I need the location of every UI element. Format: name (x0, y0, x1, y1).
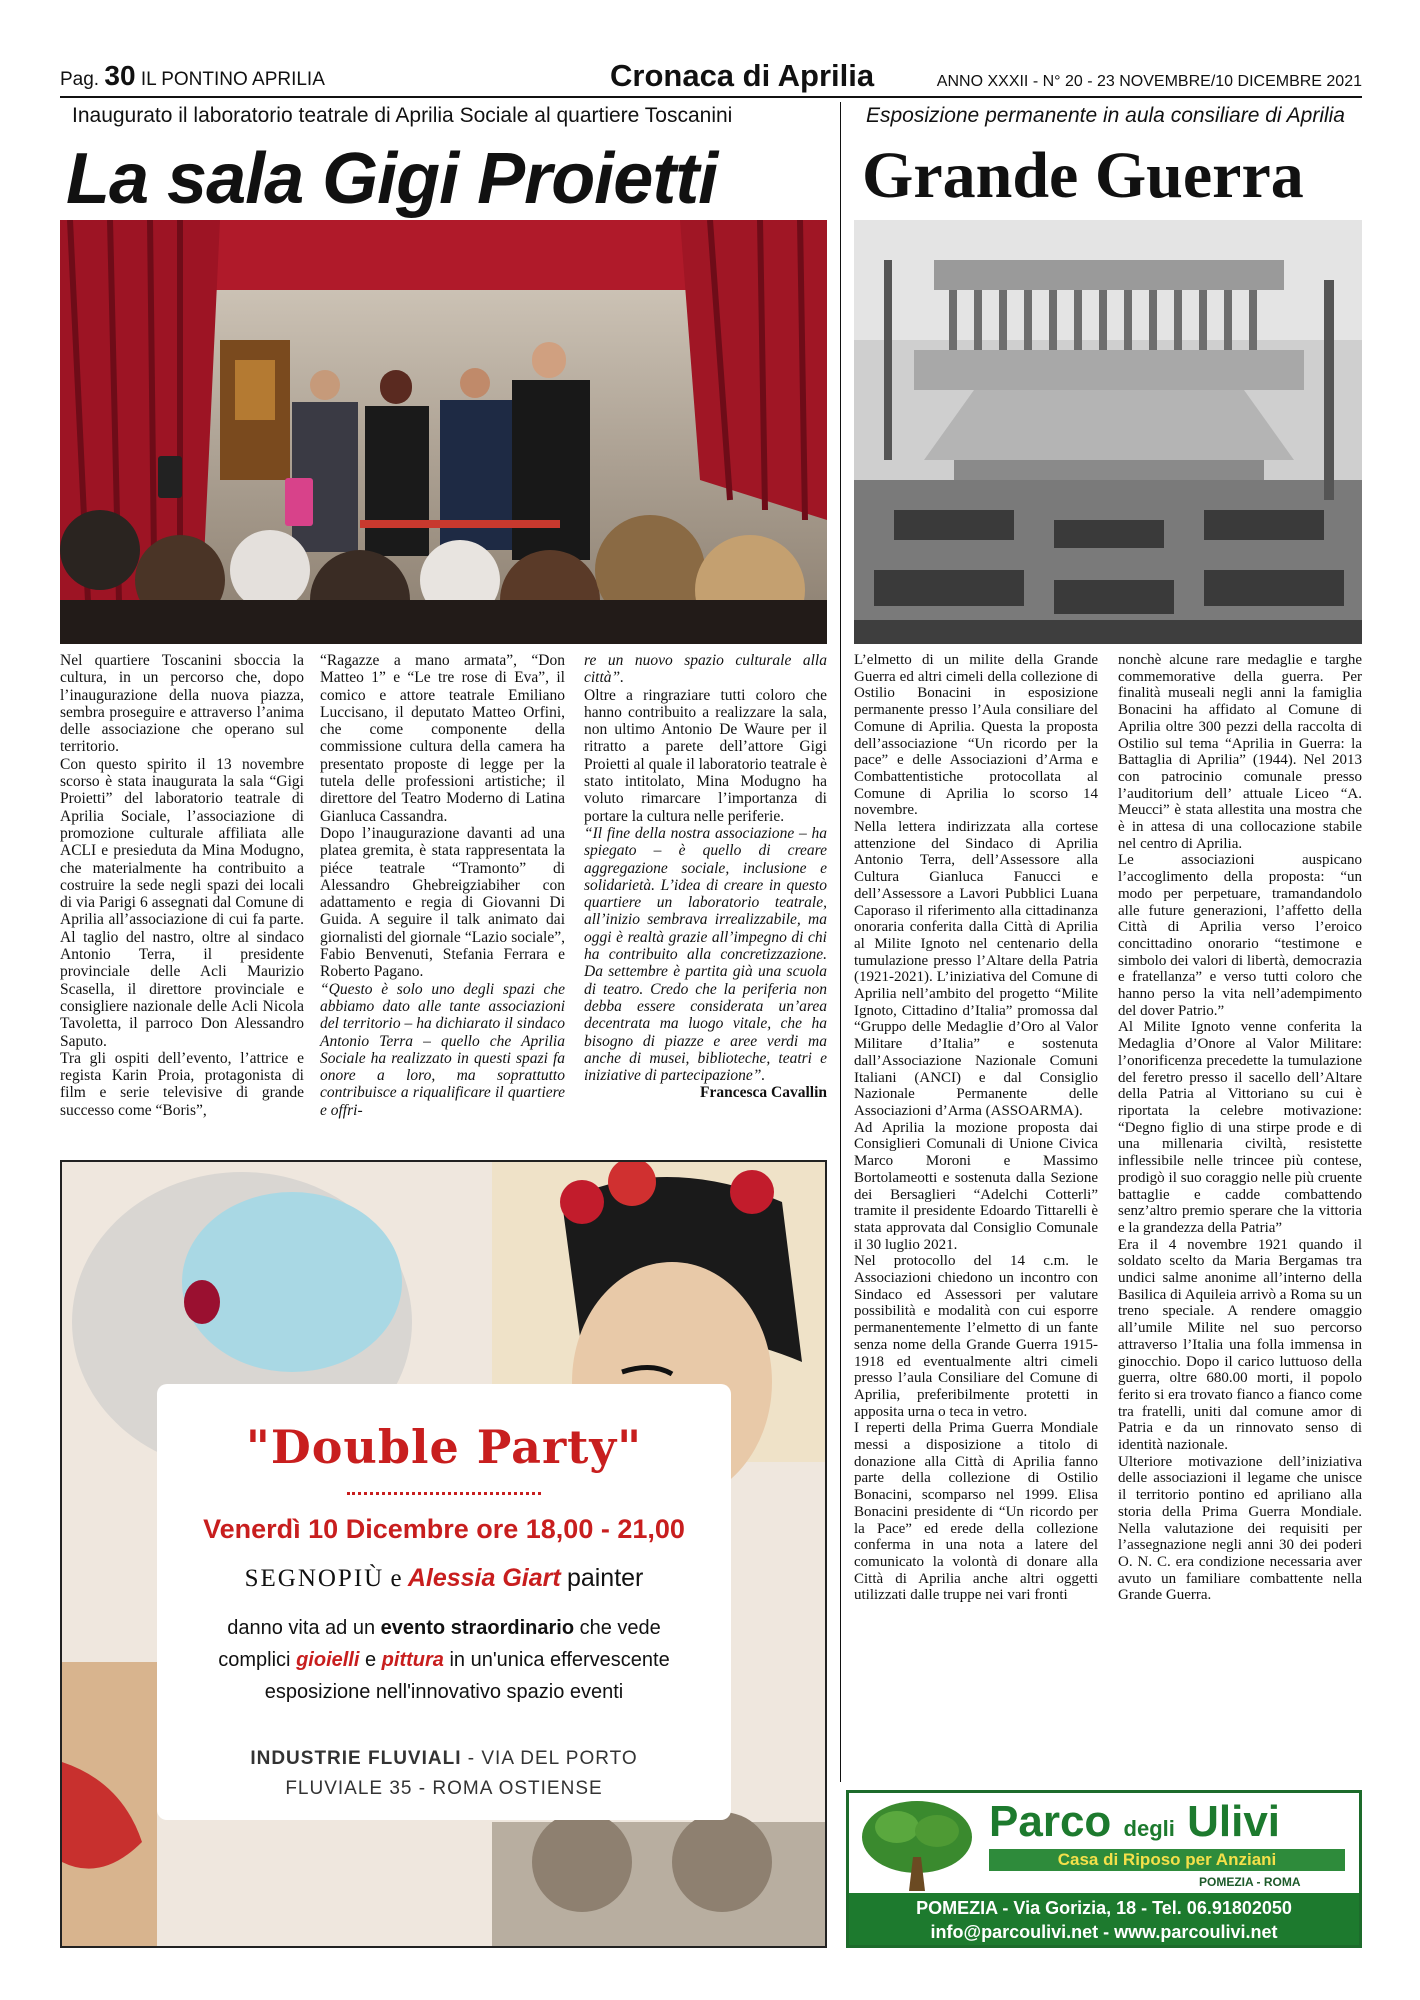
ulivi-subtitle: Casa di Riposo per Anziani (989, 1849, 1345, 1871)
olive-tree-icon (857, 1797, 977, 1893)
page-header (60, 58, 1362, 98)
vittoriano-photo (854, 220, 1362, 644)
left-article-column-3 (584, 652, 827, 1102)
paragraph: Ad Aprilia la mozione proposta dai Consiglieri Comunali di Unione Civica Marco Moroni e Massimo Bortolameotti e sostenuta dalla Sezione dei Bersaglieri “Adelchi Cotterli” tramite il presidente Edoardo Tittarelli è stata approvata dal Consiglio Comunale il 30 luglio 2021. (854, 1119, 1098, 1253)
page-number: Pag. 30 IL PONTINO APRILIA (60, 60, 325, 91)
paragraph: L’elmetto di un milite della Grande Guerra ed altri cimeli della collezione di Ostilio Bonacini in esposizione permanente presso l’Aula consiliare del Comune di Aprilia. Questa la proposta dell’associazione “Un ricordo per la pace” e delle Associazioni d’Arma e Combattentistiche protocollata al Comune di Aprilia lo scorso 14 novembre. (854, 652, 1098, 819)
publication-name: IL PONTINO APRILIA (140, 69, 325, 90)
ad-title: "Double Party" (245, 1420, 643, 1474)
paragraph: Le associazioni auspicano l’accoglimento della proposta: “un modo per perpetuare, tramandandolo alle future generazioni, l’affetto della Città di Aprilia verso l’eroico concittadino onorario “testimone e simbolo dei valori di libertà, democrazia e fratellanza” e verso tutti coloro che hanno perso la vita nell’adempimento del dover Patrio.” (1118, 852, 1362, 1019)
paragraph: Oltre a ringraziare tutti coloro che hanno contribuito a realizzare la sala, non ultimo Antonio De Waure per il ritratto a parete dell’attore Gigi Proietti al quale il laboratorio teatrale è stato intitolato, Mina Modugno ha voluto rimarcare l’importanza di portare la cultura nelle periferie. (584, 686, 827, 825)
right-kicker: Esposizione permanente in aula consiliare di Aprilia (866, 104, 1345, 127)
ad-partners: SEGNOPIÙ e Alessia Giart painter (244, 1564, 644, 1592)
paragraph: Al Milite Ignoto venne conferita la Medaglia d’Onore al Valor Militare: l’onorificenza precedette la tumulazione del feretro presso il sacello dell’Altare della Patria al Vittoriano su cui è riportata la celebre motivazione: “Degno figlio di una stirpe prode e di una millenaria civiltà, resistette inflessibile nelle trincee più contese, prodigò il suo coraggio nelle più cruente battaglie e cadde combattendo senz’altro premio sperare che la vittoria e la grandezza della Patria” (1118, 1019, 1362, 1236)
ulivi-location: POMEZIA - ROMA (1199, 1875, 1301, 1889)
alessia-giart-brand: Alessia Giart (407, 1564, 561, 1592)
segnopiu-brand: SEGNOPIÙ (244, 1565, 385, 1592)
ulivi-address: POMEZIA - Via Gorizia, 18 - Tel. 06.91802050 (916, 1898, 1292, 1918)
ulivi-contacts[interactable]: info@parcoulivi.net - www.parcoulivi.net (930, 1922, 1278, 1942)
issue-info: ANNO XXXII - N° 20 - 23 NOVEMBRE/10 DICEMBRE 2021 (936, 73, 1362, 90)
quote: “Il fine della nostra associazione – ha spiegato – è quello di creare aggregazione sociale, inclusione e solidarietà. L’idea di creare in questo quartiere un laboratorio teatrale, all’inizio sembrava irrealizzabile, ma oggi è realtà grazie all’impegno di chi ha contribuito alla concretizzazione. Da settembre è partita già una scuola di teatro. Credo che la periferia non debba essere considerata un’area decentrata ma luogo vitale, che ha bisogno di piazze e aree verdi ma anche di musei, biblioteche, teatri e iniziative di partecipazione”. (584, 824, 827, 1085)
ulivi-brand: Parco degli Ulivi (989, 1797, 1281, 1846)
right-article-column-1 (854, 652, 1098, 1604)
paragraph: Nel protocollo del 14 c.m. le Associazioni chiedono un incontro con Sindaco ed Assessori per valutare possibilità e modalità con cui esporre permanentemente l’elmetto di un fante senza nome della Grande Guerra 1915-1918 ed eventualmente altri cimeli presso l’aula Consiliare del Comune di Aprilia, preferibilmente protetti in apposita urna o teca in vetro. (854, 1253, 1098, 1420)
right-headline: Grande Guerra (862, 139, 1304, 212)
paragraph: Nel quartiere Toscanini sboccia la cultura, in un percorso che, dopo l’inaugurazione della nuova piazza, sembra proseguire e attraverso l’anima delle associazione che operano sul territorio. (60, 652, 304, 756)
left-headline: La sala Gigi Proietti (66, 139, 718, 219)
ad-venue: INDUSTRIE FLUVIALI - VIA DEL PORTO FLUVIALE 35 - ROMA OSTIENSE (250, 1748, 638, 1799)
left-article-column-1 (60, 652, 304, 1119)
paragraph: Tra gli ospiti dell’evento, l’attrice e regista Karin Proia, protagonista di film e serie televisive di grande successo come “Boris”, (60, 1049, 304, 1119)
parco-ulivi-ad[interactable] (846, 1790, 1362, 1948)
double-party-ad[interactable] (60, 1160, 827, 1948)
paragraph: Era il 4 novembre 1921 quando il soldato scelto da Maria Bergamas tra undici salme anonime all’interno della Basilica di Aquileia arrivò a Roma su un treno speciale. A rendere omaggio all’umile Milite nel suo percorso attraverso l’Italia una folla immensa in ginocchio. Dopo il carico luttuoso della guerra, oltre 680.00 morti, il popolo ferito si era trovato fianco a fianco come tra fratelli, uniti dal comune amor di Patria e da un rinnovato senso di identità nazionale. (1118, 1236, 1362, 1454)
paragraph: Nella lettera indirizzata alla cortese attenzione del Sindaco di Aprilia Antonio Terra, dell’Assessore alla Cultura Gianluca Fanucci e dell’Assessore a Lavori Pubblici Luana Caporaso il riferimento alla cittadinanza onoraria conferita dalla Città di Aprilia al Milite Ignoto nel centenario della tumulazione presso l’Altare della Patria (1921-2021). L’iniziativa del Comune di Aprilia nell’ambito del progetto “Milite Ignoto, Cittadino d’Italia” promossa dal “Gruppo delle Medaglie d’Oro al Valor Militare d’Italia” e sostenuta dall’Associazione Nazionale Comuni Italiani (ANCI) e dal Consiglio Nazionale Permanente delle Associazioni d’Arma (ASSOARMA). (854, 819, 1098, 1119)
paragraph: Con questo spirito il 13 novembre scorso è stata inaugurata la sala “Gigi Proietti” del laboratorio teatrale di Aprilia Sociale, l’associazione di promozione culturale affiliata alle ACLI e presieduta da Mina Modugno, che materialmente ha contribuito a costruire la sede negli spazi dei locali di via Parigi 6 assegnati dal Comune di Aprilia all’associazione di cui fa parte. Al taglio del nastro, oltre al sindaco Antonio Terra, il presidente provinciale delle Acli Maurizio Scasella, il direttore provinciale e consigliere nazionale delle Acli Nicola Tavoletta, il parroco Don Alessandro Saputo. (60, 755, 304, 1050)
paragraph: I reperti della Prima Guerra Mondiale messi a disposizione a titolo di donazione alla Città di Aprilia fanno parte della collezione di Ostilio Bonacini, scomparso nel 1999. Elisa Bonacini presidente di “Un ricordo per la Pace” ed erede della collezione conferma in una nota a latere del comunicato la volontà di donare alla Città di Aprilia anche altri oggetti utilizzati dalle truppe nei vari fronti (854, 1420, 1098, 1604)
ad-date: Venerdì 10 Dicembre ore 18,00 - 21,00 (203, 1514, 685, 1544)
ad-description: danno vita ad un evento straordinario che vede complici gioielli e pittura in un'unica effervescente esposizione nell'innovativo spazio eventi (218, 1617, 670, 1703)
quote: “Questo è solo uno degli spazi che abbiamo dato alle tante associazioni del territorio – ha dichiarato il sindaco Antonio Terra – quello che Aprilia Sociale ha realizzato in questi spazi fa onore a loro, ma soprattutto contribuisce a riqualificare il quartiere e offri- (320, 980, 565, 1119)
inauguration-photo (60, 220, 827, 644)
ad-card (157, 1384, 731, 1820)
byline: Francesca Cavallin (700, 1084, 827, 1102)
quote: re un nuovo spazio culturale alla città”. (584, 652, 827, 687)
paragraph: Ulteriore motivazione dell’iniziativa delle associazioni il legame che unisce il territorio pontino ed apriliano alla storia della Prima Guerra Mondiale. Nella valutazione dei requisiti per l’assegnazione negli anni 30 dei poderi O. N. C. era condizione necessaria aver avuto un familiare combattente nella Grande Guerra. (1118, 1453, 1362, 1604)
section-title: Cronaca di Aprilia (610, 58, 875, 93)
paragraph: nonchè alcune rare medaglie e targhe commemorative della guerra. Per finalità museali negli anni la famiglia Bonacini ha affidato al Comune di Aprilia oltre 300 pezzi della raccolta di Ostilio sul tema “Aprilia in Guerra: la Battaglia di Aprilia” (1944). Nel 2013 con patrocinio comunale presso l’auditorium dell’ attuale Liceo “A. Meucci” è stata allestita una mostra che è in attesa di una collocazione stabile nel centro di Aprilia. (1118, 652, 1362, 852)
left-kicker: Inaugurato il laboratorio teatrale di Aprilia Sociale al quartiere Toscanini (72, 104, 733, 127)
dotted-separator (347, 1492, 541, 1495)
column-divider (840, 102, 841, 1782)
paragraph: “Ragazze a mano armata”, “Don Matteo 1” e “Le tre rose di Eva”, il comico e attore teatrale Emiliano Luccisano, il deputato Matteo Orfini, che come componente della commissione cultura della camera ha presentato proposte di legge per la tutela delle professioni artistiche; il direttore del Teatro Moderno di Latina Gianluca Cassandra. (320, 652, 565, 825)
right-article-column-2 (1118, 652, 1362, 1604)
paragraph: Dopo l’inaugurazione davanti ad una platea gremita, è stata rappresentata la piéce teatrale “Tramonto” di Alessandro Ghebreigziabiher con adattamento e regia di Giovanni Di Guida. A seguire il talk animato dai giornalisti del giornale “Lazio sociale”, Fabio Benvenuti, Stefania Ferrara e Roberto Pagano. (320, 824, 565, 981)
ulivi-contact-bar (849, 1893, 1359, 1945)
left-article-column-2 (320, 652, 565, 1119)
